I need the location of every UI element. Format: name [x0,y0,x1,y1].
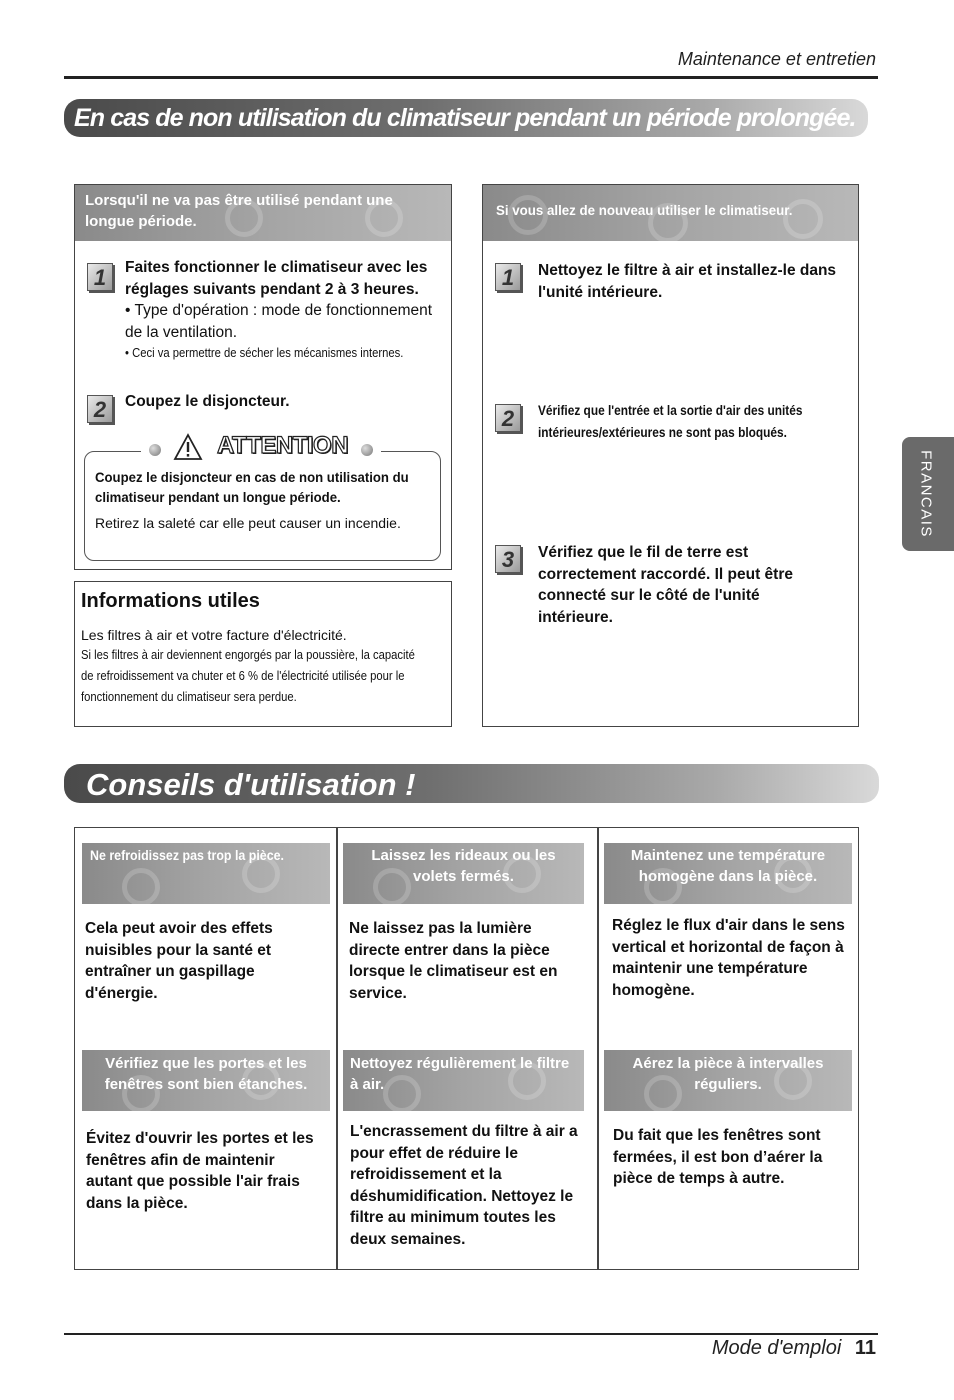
tip-body-doors: Évitez d'ouvrir les portes et les fenêtres afin de maintenir autant que possible l'air frais dans la pièce. [86,1130,314,1212]
tip-header-doors [82,1050,330,1111]
right-step2-text: Vérifiez que l'entrée et la sortie d'air des unités intérieures/extérieures ne sont pas bloqués. [538,403,803,440]
left-instructions-box [74,184,452,570]
attention-bold-text: Coupez le disjoncteur en cas de non utilisation du climatiseur pendant un longue période. [95,469,409,505]
info-box [74,581,452,727]
right-step1-text: Nettoyez le filtre à air et installez-le dans l'unité intérieure. [538,262,837,301]
language-tab-label: FRANCAIS [917,450,935,538]
step-number-3: 3 [495,545,521,573]
right-box-header-text: Si vous allez de nouveau utiliser le climatiseur. [496,202,793,218]
step-number-1: 1 [495,263,521,291]
page-number: 11 [854,1337,876,1359]
tips-divider-1 [336,828,338,1269]
tip-header-cooling-text: Ne refroidissez pas trop la pièce. [90,848,284,863]
right-step3-text: Vérifiez que le fil de terre est correctement raccordé. Il peut être connecté sur le côté de l'unité intérieure. [538,544,793,626]
tip-header-curtains-text: Laissez les rideaux ou les volets fermés. [371,847,556,885]
warning-triangle-icon [173,433,203,461]
tip-body-ventilate: Du fait que les fenêtres sont fermées, il est bon d’aérer la pièce de temps à autre. [613,1127,823,1187]
step-number-2: 2 [87,395,113,423]
tip-header-ventilate-text: Aérez la pièce à intervalles réguliers. [632,1055,824,1093]
right-box-header [483,185,858,241]
tip-header-curtains [343,843,584,904]
step1-bullet-operation: • Type d'opération : mode de fonctionnement de la ventilation. [125,302,433,341]
attention-dot-left [149,444,161,456]
step1-bullet-dry: • Ceci va permettre de sécher les mécanismes internes. [125,346,404,360]
info-title: Informations utiles [81,590,260,612]
section-banner-long-term: En cas de non utilisation du climatiseur pendant un période prolongée. [64,99,868,137]
step-number-1: 1 [87,263,113,291]
tips-divider-2 [597,828,599,1269]
tip-body-cooling: Cela peut avoir des effets nuisibles pour la santé et entraîner un gaspillage d'énergie. [85,920,273,1002]
tip-body-temperature: Réglez le flux d'air dans le sens vertical et horizontal de façon à maintenir une température homogène. [612,917,845,999]
tip-header-ventilate [604,1050,852,1111]
footer-rule [64,1333,878,1335]
info-line2: Si les filtres à air deviennent engorgés par la poussière, la capacité de refroidissement va chuter et 6 % de l'électricité utilisée pour le fonctionnement du climatiseur sera perdue. [81,648,415,704]
tip-header-temperature [604,843,852,904]
step2-text: Coupez le disjoncteur. [125,393,290,410]
left-box-header [75,185,451,241]
step1-text: Faites fonctionner le climatiseur avec les réglages suivants pendant 2 à 3 heures. [125,259,428,298]
attention-label-group [141,431,381,465]
tip-body-filter: L'encrassement du filtre à air a pour effet de réduire le refroidissement et la déshumidification. Nettoyez le filtre au minimum toutes les deux semaines. [350,1123,578,1248]
tip-header-cooling [82,843,330,904]
attention-dot-right [361,444,373,456]
section-title: Maintenance et entretien [677,49,876,69]
left-box-header-text: Lorsqu'il ne va pas être utilisé pendant une longue période. [85,192,393,230]
attention-label: ATTENTION [217,432,349,459]
tip-header-temperature-text: Maintenez une température homogène dans la pièce. [630,847,826,885]
tip-body-curtains: Ne laissez pas la lumière directe entrer dans la pièce lorsque le climatiseur est en service. [349,920,558,1002]
footer [712,1337,876,1360]
right-instructions-box [482,184,859,727]
attention-text: Retirez la saleté car elle peut causer un incendie. [95,515,401,531]
footer-label: Mode d'emploi [711,1337,842,1359]
section-banner-tips: Conseils d'utilisation ! [64,764,879,803]
tips-grid [74,827,859,1270]
tip-header-filter [343,1050,584,1111]
tip-header-doors-text: Vérifiez que les portes et les fenêtres sont bien étanches. [104,1055,308,1093]
step-number-2: 2 [495,404,521,432]
tip-header-filter-text: Nettoyez régulièrement le filtre à air. [350,1055,570,1093]
language-tab [902,437,954,551]
info-line1: Les filtres à air et votre facture d'électricité. [81,627,347,643]
header-rule [64,76,878,79]
